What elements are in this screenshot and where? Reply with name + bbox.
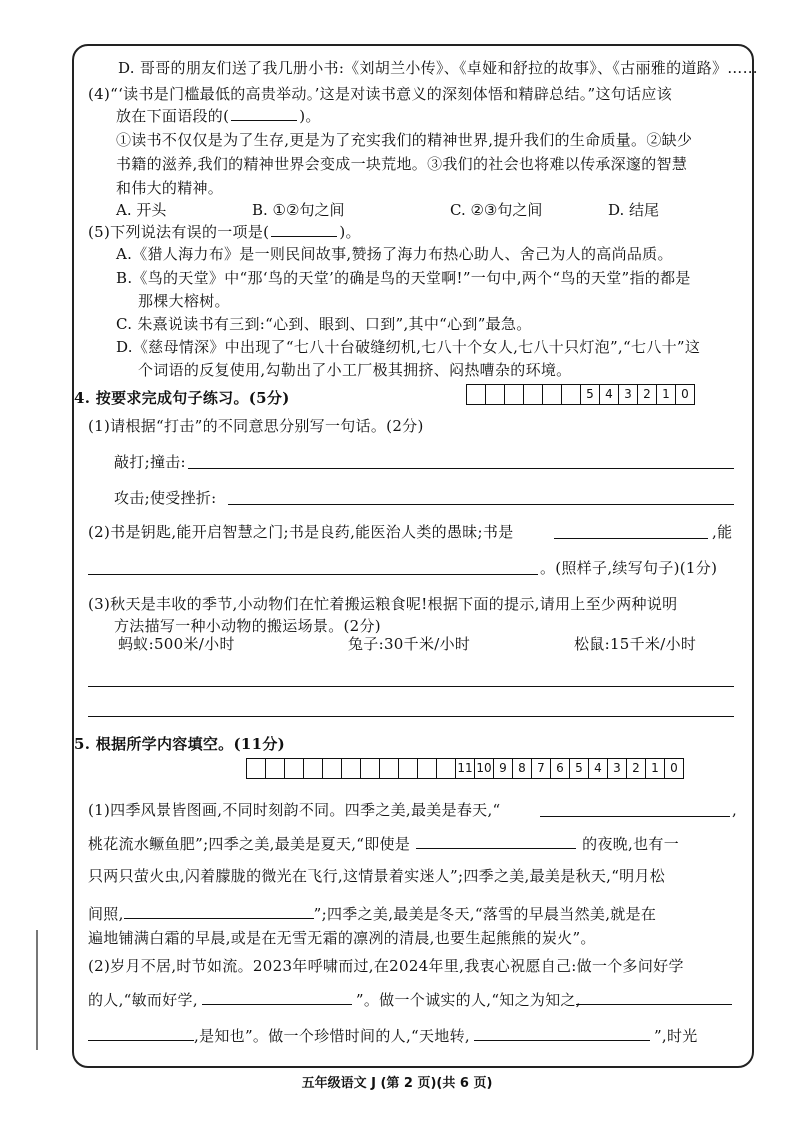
s4-q2-line2: 。(照样子,续写句子)(1分) [540, 559, 718, 577]
score-cell: 1 [657, 385, 676, 404]
q4-option-c[interactable]: C. ②③句之间 [450, 201, 543, 219]
score-cell [266, 759, 285, 778]
s4-q1a-label: 敲打;撞击: [114, 453, 186, 471]
s4-q1b-label: 攻击;使受挫折: [114, 489, 217, 507]
s4-q1: (1)请根据“打击”的不同意思分别写一句话。(2分) [88, 417, 424, 435]
s5-q2-line2-mid: ”。做一个诚实的人,“知之为知之, [355, 991, 581, 1009]
q4-stem-end: )。 [299, 107, 321, 125]
q5-answer-blank[interactable] [271, 222, 337, 237]
q5-option-b-line2: 那棵大榕树。 [138, 292, 230, 310]
score-cell [524, 385, 543, 404]
score-cell: 11 [456, 759, 475, 778]
score-cell [361, 759, 380, 778]
s4-q3-line2: 方法描写一种小动物的搬运场景。(2分) [114, 617, 381, 635]
s5-q1-line2-post: 的夜晚,也有一 [582, 835, 680, 853]
s5-q2-line3-pre: ,是知也”。做一个珍惜时间的人,“天地转, [194, 1027, 470, 1045]
s5-q1-line4-post: ”;四季之美,最美是冬天,“落雪的早晨当然美,就是在 [313, 905, 657, 923]
score-cell: 2 [627, 759, 646, 778]
s5-q2-blank-1[interactable] [202, 988, 352, 1005]
score-cell [247, 759, 266, 778]
q4-answer-blank[interactable] [231, 106, 297, 121]
s5-q1-line4 [88, 902, 656, 924]
binding-mark [36, 930, 38, 1050]
s5-q2-line1: (2)岁月不居,时节如流。2023年呼啸而过,在2024年里,我衷心祝愿自己:做一个多问好学 [88, 957, 684, 975]
page-footer: 五年级语文 J (第 2 页)(共 6 页) [301, 1076, 493, 1091]
score-cell [543, 385, 562, 404]
s4-q1b-answer-line[interactable] [228, 504, 734, 505]
score-cell: 0 [670, 761, 678, 775]
s4-q2-line1: (2)书是钥匙,能开启智慧之门;书是良药,能医治人类的愚昧;书是 [88, 523, 514, 541]
score-cell: 7 [532, 759, 551, 778]
s4-q3-answer-line-2[interactable] [88, 716, 734, 717]
q4-option-d[interactable]: D. 结尾 [608, 201, 660, 219]
section-5-title: 5. 根据所学内容填空。(11分) [74, 735, 286, 753]
score-cell: 10 [475, 759, 494, 778]
score-cell [399, 759, 418, 778]
score-cell [304, 759, 323, 778]
q4-stem: 放在下面语段的( [116, 107, 230, 125]
s5-q1-line5: 遍地铺满白霜的早晨,或是在无雪无霜的凛冽的清晨,也要生起熊熊的炭火”。 [88, 929, 596, 947]
q5-option-a[interactable]: A.《猎人海力布》是一则民间故事,赞扬了海力布热心助人、舍己为人的高尚品质。 [116, 245, 673, 263]
score-cell [342, 759, 361, 778]
s5-q1-blank-2[interactable] [416, 832, 576, 849]
hint-ant: 蚂蚁:500米/小时 [118, 635, 235, 653]
score-cell [437, 759, 456, 778]
q4-option-b[interactable]: B. ①②句之间 [252, 201, 345, 219]
s4-q1a-answer-line[interactable] [188, 468, 734, 469]
s5-q1-line2-pre: 桃花流水鳜鱼肥”;四季之美,最美是夏天,“即使是 [88, 835, 411, 853]
q5-stem [88, 222, 361, 242]
q5-stem-end: )。 [339, 223, 361, 241]
q4-option-a[interactable]: A. 开头 [116, 201, 167, 219]
s5-q1-blank-1[interactable] [540, 816, 730, 817]
score-cell [285, 759, 304, 778]
q4-line-2 [116, 106, 321, 126]
s5-q1-line2 [88, 832, 679, 854]
score-cell: 8 [513, 759, 532, 778]
q5-option-d-line1[interactable]: D.《慈母情深》中出现了“七八十台破缝纫机,七八十个女人,七八十只灯泡”,“七八十”这 [116, 338, 701, 356]
score-cell: 6 [551, 759, 570, 778]
q5-option-b-line1[interactable]: B.《鸟的天堂》中“那‘鸟的天堂’的确是鸟的天堂啊!”一句中,两个“鸟的天堂”指的都是 [116, 269, 691, 287]
score-cell: 1 [646, 759, 665, 778]
score-cell: 3 [619, 385, 638, 404]
s5-q2-blank-3[interactable] [88, 1024, 194, 1041]
s5-q1-line1-end: , [732, 801, 738, 819]
s5-q1-line3: 只两只萤火虫,闪着朦胧的微光在飞行,这情景着实迷人”;四季之美,最美是秋天,“明月松 [88, 867, 666, 885]
score-cell [467, 385, 486, 404]
s5-q2-line3-post: ”,时光 [653, 1027, 698, 1045]
hint-rabbit: 兔子:30千米/小时 [348, 635, 471, 653]
score-cell: 9 [494, 759, 513, 778]
score-cell: 5 [570, 759, 589, 778]
score-cell [486, 385, 505, 404]
section-4-score-boxes [466, 384, 695, 405]
s5-q2-line2 [88, 988, 581, 1010]
score-cell [505, 385, 524, 404]
option-d-prev: D. 哥哥的朋友们送了我几册小书:《刘胡兰小传》、《卓娅和舒拉的故事》、《古丽雅的道路》…… [118, 59, 758, 77]
score-cell: 0 [681, 387, 689, 401]
score-cell [562, 385, 581, 404]
s5-q2-blank-4[interactable] [474, 1024, 650, 1041]
s4-q2-blank-1[interactable] [554, 538, 708, 539]
score-cell: 2 [638, 385, 657, 404]
score-cell [323, 759, 342, 778]
q4-passage-3: 和伟大的精神。 [116, 179, 224, 197]
s5-q1-blank-3[interactable] [124, 902, 314, 919]
score-cell: 4 [589, 759, 608, 778]
section-5-score-boxes [246, 758, 684, 779]
score-cell: 3 [608, 759, 627, 778]
s5-q2-line3 [88, 1024, 698, 1046]
s5-q2-line2-pre: 的人,“敏而好学, [88, 991, 198, 1009]
score-cell: 5 [581, 385, 600, 404]
s4-q3-line1: (3)秋天是丰收的季节,小动物们在忙着搬运粮食呢!根据下面的提示,请用上至少两种说明 [88, 595, 678, 613]
q4-passage-2: 书籍的滋养,我们的精神世界会变成一块荒地。③我们的社会也将难以传承深邃的智慧 [116, 155, 688, 173]
q5-option-c[interactable]: C. 朱熹说读书有三到:“心到、眼到、口到”,其中“心到”最急。 [116, 315, 532, 333]
q4-line-1: (4)“‘读书是门槛最低的高贵举动。’这是对读书意义的深刻体悟和精辟总结。”这句话应该 [88, 85, 673, 103]
s5-q2-blank-2[interactable] [576, 1004, 732, 1005]
section-4-title: 4. 按要求完成句子练习。(5分) [74, 389, 290, 407]
s5-q1-line4-pre: 间照, [88, 905, 124, 923]
s4-q2-line1-end: ,能 [712, 523, 733, 541]
score-cell [380, 759, 399, 778]
q4-passage-1: ①读书不仅仅是为了生存,更是为了充实我们的精神世界,提升我们的生命质量。②缺少 [116, 131, 693, 149]
q5-option-d-line2: 个词语的反复使用,勾勒出了小工厂极其拥挤、闷热嘈杂的环境。 [138, 361, 572, 379]
s5-q1-line1: (1)四季风景皆图画,不同时刻韵不同。四季之美,最美是春天,“ [88, 801, 501, 819]
q5-stem-text: (5)下列说法有误的一项是( [88, 223, 270, 241]
s4-q2-blank-2[interactable] [88, 574, 538, 575]
s4-q3-answer-line-1[interactable] [88, 686, 734, 687]
score-cell [418, 759, 437, 778]
hint-squirrel: 松鼠:15千米/小时 [574, 635, 697, 653]
score-cell: 4 [600, 385, 619, 404]
